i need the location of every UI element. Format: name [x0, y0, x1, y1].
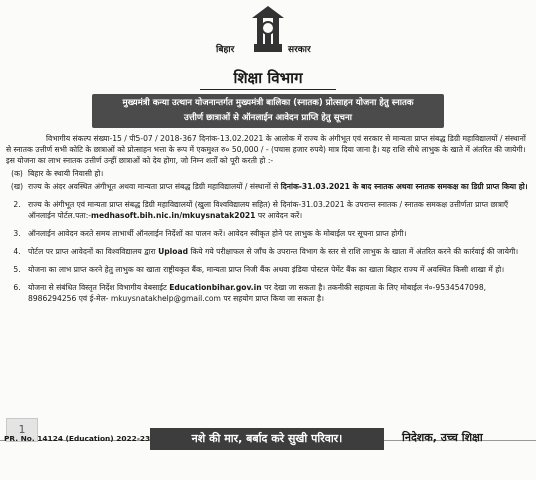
point-text	[28, 282, 530, 304]
point-number: 4.	[13, 247, 21, 256]
point-item	[6, 246, 530, 257]
point-text-a: राज्य के अंगीभूत एवं मान्यता प्राप्त संबद्ध डिग्री महाविद्यालयों (खुला विश्वविद्यालय सहित) से दिनांक-31.03.2021 के उपरान्त स्नातक / स्नातक समकक्ष उत्तीर्णता प्राप्त छात्राएँ ऑनलाईन पोर्टल.पता:-	[28, 200, 509, 220]
slogan-banner: नशे की मार, बर्बाद करे सुखी परिवार।	[150, 428, 384, 450]
point-text-bold: Upload	[158, 247, 189, 256]
notice-body	[6, 133, 530, 306]
point-number: 5.	[13, 265, 21, 274]
condition-text-a: राज्य के अंदर अवस्थित अंगीभूत अथवा मान्यता प्राप्त संबद्ध डिग्री महाविद्यालयों / संस्थानों से	[28, 182, 281, 191]
point-item	[6, 282, 530, 304]
subject-banner	[92, 94, 444, 128]
condition-text	[28, 181, 530, 192]
subject-line-1: मुख्यमंत्री कन्या उत्थान योजनान्तर्गत मुख्यमंत्री बालिका (स्नातक) प्रोत्साहन योजना हेतु स्नातक	[122, 98, 414, 108]
condition-mark: (क)	[11, 169, 23, 178]
subject-line-2: उत्तीर्ण छात्राओं से ऑनलाईन आवेदन प्राप्ति हेतु सूचना	[184, 113, 352, 123]
page-number-badge: 1	[6, 418, 38, 442]
intro-paragraph: विभागीय संकल्प संख्या-15 / पी5-07 / 2018-367 दिनांक-13.02.2021 के आलोक में राज्य के अंगीभूत एवं सरकार से मान्यता प्राप्त संबद्ध डिग्री महाविद्यालयों / संस्थानों से स्नातक उत्तीर्ण सभी कोटि के छात्राओं को प्रोत्साहन भत्ता के रूप में एकमुश्त रु० 50,000 / - (पचास हजार रुपये) मात्र दिया जाना है। यह राशि सीधे लाभुक के खाते में अंतरित की जायेगी। इस योजना का लाभ स्नातक उत्तीर्ण उन्हीं छात्राओं को देय होगा, जो निम्न शर्तों को पूरी करती हो :-	[6, 134, 526, 165]
point-item	[6, 264, 530, 275]
point-text-c: पर देखा जा सकता है। तकनीकी सहायता के लिए मोबाईल नं०-9534547098, 8986294256 एवं ई-मेल- mkuysnatakhelp@gmail.com पर सहयोग प्राप्त किया जा सकता है।	[28, 283, 487, 303]
emblem-icon	[248, 4, 288, 56]
point-number: 2.	[13, 200, 21, 209]
department-title: शिक्षा विभाग	[200, 68, 336, 90]
point-text: योजना का लाभ प्राप्त करने हेतु लाभुक का खाता राष्ट्रीयकृत बैंक, मान्यता प्राप्त निजी बैंक अथवा इंडिया पोस्टल पेमेंट बैंक का खाता बिहार राज्य में अवस्थित किसी शाखा में हो।	[28, 265, 505, 274]
condition-item	[6, 181, 530, 192]
point-item	[6, 199, 530, 221]
point-text	[28, 199, 530, 221]
condition-mark: (ख)	[10, 182, 24, 191]
logo-text-right: सरकार	[288, 45, 311, 55]
point-number: 6.	[13, 283, 21, 292]
website-link[interactable]: Educationbihar.gov.in	[169, 283, 262, 292]
point-text-a: योजना से संबंधित विस्तृत निर्देश विभागीय वेबसाईट	[28, 283, 170, 292]
point-text-a: पोर्टल पर प्राप्त आवेदनों का विश्वविद्यालय द्वारा	[28, 247, 159, 256]
point-text-c: पर आवेदन करें।	[255, 211, 303, 220]
logo-text-left: बिहार	[216, 45, 235, 55]
point-text	[28, 246, 530, 257]
bihar-sarkar-logo	[214, 4, 324, 64]
signatory: निदेशक, उच्च शिक्षा	[402, 431, 483, 444]
point-text-c: किये गये परीक्षाफल से जाँच के उपरान्त विभाग के स्तर से राशि लाभुक के खाता में अंतरित करने की कार्रवाई की जायेगी।	[188, 247, 519, 256]
point-number: 3.	[13, 229, 21, 238]
pr-number: PR. No. 14124 (Education) 2022-23	[4, 434, 151, 443]
condition-item	[6, 168, 530, 179]
point-item	[6, 228, 530, 239]
condition-text: बिहार के स्थायी निवासी हो।	[28, 169, 104, 178]
point-text: ऑनलाईन आवेदन करते समय लाभार्थी ऑनलाईन निर्देशों का पालन करें। आवेदन स्वीकृत होने पर लाभुक के मोबाईल पर सूचना प्राप्त होगी।	[28, 229, 407, 238]
condition-text-bold: दिनांक-31.03.2021 के बाद स्नातक अथवा स्नातक समकक्ष का डिग्री प्राप्त किया हो।	[280, 182, 528, 191]
portal-link[interactable]: medhasoft.bih.nic.in/mkuysnatak2021	[91, 211, 256, 220]
